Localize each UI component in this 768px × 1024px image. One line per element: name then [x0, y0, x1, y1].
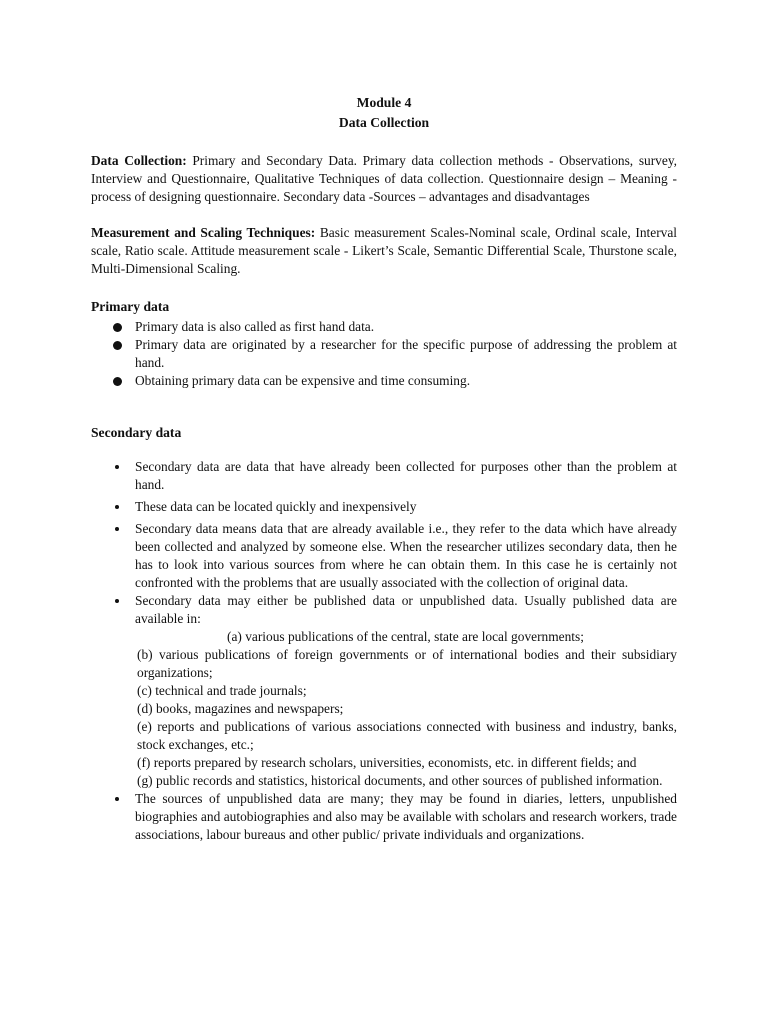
- list-item: [91, 592, 677, 790]
- page-title: Data Collection: [338, 115, 430, 130]
- module-number: Module 4: [356, 95, 412, 110]
- list-item: (d) books, magazines and newspapers;: [137, 701, 344, 716]
- secondary-data-list: [91, 458, 677, 844]
- secondary-data-heading: Secondary data: [91, 425, 182, 440]
- list-item: Secondary data means data that are already available i.e., they refer to the data which have already been collected and analyzed by someone else. When the researcher utilizes secondary data, then he has to look into various sources from where he can obtain them. In this case he is certainly not confronted with the problems that are usually associated with the collection of original data.: [91, 520, 677, 592]
- list-item: Primary data are originated by a researcher for the specific purpose of addressing the problem at hand.: [91, 336, 677, 372]
- list-item: (b) various publications of foreign governments or of international bodies and their subsidiary organizations;: [137, 647, 677, 680]
- primary-data-heading: Primary data: [91, 299, 170, 314]
- primary-data-list: [91, 318, 677, 390]
- list-item: (c) technical and trade journals;: [137, 683, 307, 698]
- list-item: Obtaining primary data can be expensive and time consuming.: [91, 372, 677, 390]
- list-item: These data can be located quickly and inexpensively: [91, 498, 677, 516]
- list-item: (f) reports prepared by research scholars, universities, economists, etc. in different fields; and: [137, 755, 637, 770]
- list-item: (e) reports and publications of various associations connected with business and industry, banks, stock exchanges, etc.;: [137, 719, 677, 752]
- list-item: (g) public records and statistics, historical documents, and other sources of published information.: [137, 773, 663, 788]
- data-collection-label: Data Collection:: [91, 153, 187, 168]
- measurement-scaling-label: Measurement and Scaling Techniques:: [91, 225, 316, 240]
- list-item: (a) various publications of the central, state are local governments;: [227, 629, 584, 644]
- published-sources-list: [136, 628, 677, 790]
- data-collection-text: Primary and Secondary Data. Primary data collection methods - Observations, survey, Interview and Questionnaire, Qualitative Techniques of data collection. Questionnaire design – Meaning - process of designing questionnaire. Secondary data -Sources – advantages and disadvantages: [91, 153, 677, 204]
- intro-data-collection: [91, 152, 677, 206]
- list-item: The sources of unpublished data are many; they may be found in diaries, letters, unpublished biographies and autobiographies and also may be available with scholars and research workers, trade associations, labour bureaus and other public/ private individuals and organizations.: [91, 790, 677, 844]
- measurement-scaling-text: Basic measurement Scales-Nominal scale, Ordinal scale, Interval scale, Ratio scale. Attitude measurement scale - Likert’s Scale, Semantic Differential Scale, Thurstone scale, Multi-Dimensional Scaling.: [91, 225, 678, 276]
- intro-measurement-scaling: [91, 224, 677, 278]
- list-item: Secondary data are data that have already been collected for purposes other than the problem at hand.: [91, 458, 677, 494]
- list-item: Primary data is also called as first hand data.: [91, 318, 677, 336]
- published-sources-intro: Secondary data may either be published data or unpublished data. Usually published data are available in:: [135, 593, 677, 626]
